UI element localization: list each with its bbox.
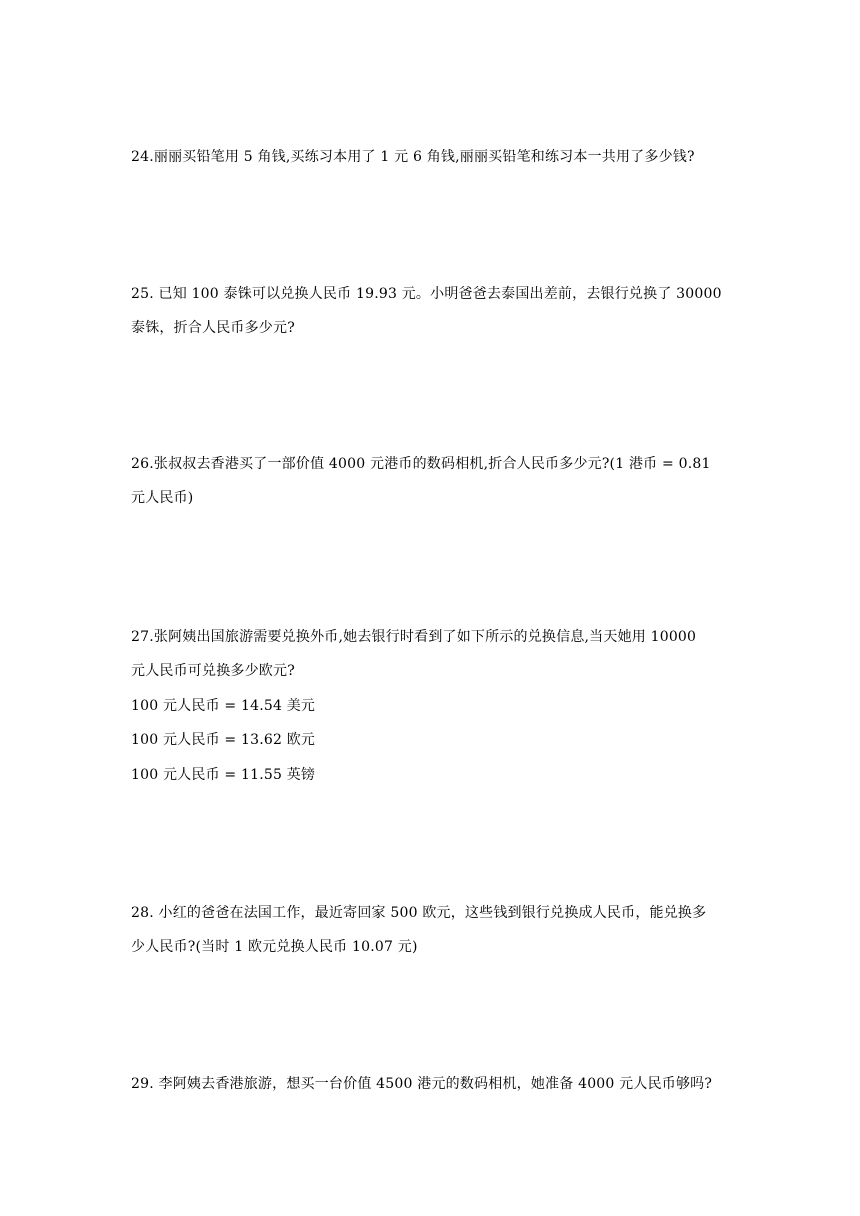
question-28-line-2: 少人民币?(当时 1 欧元兑换人民币 10.07 元) xyxy=(131,939,418,955)
question-25-line-2: 泰铢，折合人民币多少元? xyxy=(131,320,295,336)
question-27-line-1: 27.张阿姨出国旅游需要兑换外币,她去银行时看到了如下所示的兑换信息,当天她用 10000 xyxy=(131,629,697,645)
question-26-line-2: 元人民币) xyxy=(131,490,194,506)
question-26-line-1: 26.张叔叔去香港买了一部价值 4000 元港币的数码相机,折合人民币多少元?(1 港币 = 0.81 xyxy=(131,456,711,472)
question-24-line-1: 24.丽丽买铅笔用 5 角钱,买练习本用了 1 元 6 角钱,丽丽买铅笔和练习本一共用了多少钱? xyxy=(131,149,695,165)
question-25-line-1: 25. 已知 100 泰铢可以兑换人民币 19.93 元。小明爸爸去泰国出差前，去银行兑换了 30000 xyxy=(131,286,722,302)
exchange-rate-gbp: 100 元人民币 = 11.55 英镑 xyxy=(131,767,316,783)
question-27-line-2: 元人民币可兑换多少欧元? xyxy=(131,663,295,679)
question-28-line-1: 28. 小红的爸爸在法国工作，最近寄回家 500 欧元，这些钱到银行兑换成人民币，能兑换多 xyxy=(131,905,707,921)
exchange-rate-eur: 100 元人民币 = 13.62 欧元 xyxy=(131,732,316,748)
question-29-line-1: 29. 李阿姨去香港旅游，想买一台价值 4500 港元的数码相机，她准备 4000 元人民币够吗? xyxy=(131,1076,713,1092)
exchange-rate-usd: 100 元人民币 = 14.54 美元 xyxy=(131,698,316,714)
